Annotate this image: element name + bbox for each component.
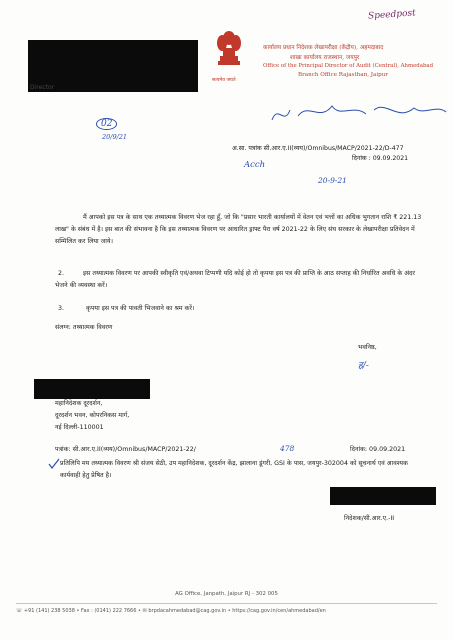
- receipt-number: 02: [96, 118, 117, 130]
- footer-separator: •: [227, 608, 233, 614]
- signature-mark: ह/-: [358, 361, 369, 371]
- footer-email[interactable]: brpdacahmedabad@cag.gov.in: [148, 608, 227, 614]
- footer-contact-row: [16, 608, 441, 614]
- signatory-title: निदेशक/सी.आर.ए.-II: [344, 515, 395, 522]
- sign-off: भवनिष्ठ,: [358, 344, 377, 351]
- org-name-english: Office of the Principal Director of Audit (Central), Ahmedabad: [263, 63, 434, 69]
- handwritten-scribble-icon: [268, 96, 450, 132]
- enclosure: संलग्न: तथ्यात्मक विवरण: [55, 324, 113, 331]
- paragraph-2-number: 2.: [58, 270, 65, 277]
- footer-address: AG Office, Janpath, Jaipur RJ - 302 005: [175, 591, 278, 597]
- tick-mark-icon: [48, 458, 60, 470]
- reference-number: अ.सा. पत्रांक सी.आर.ए.II(व्यय)/Omnibus/MACP/2021-22/D-477: [232, 145, 404, 152]
- org-name-hindi: कार्यालय प्रधान निदेशक लेखापरीक्षा (केंद्रीय), अहमदाबाद: [263, 45, 384, 51]
- branch-name-hindi: शाखा कार्यालय राजस्थान, जयपुर: [290, 55, 360, 61]
- paragraph-1: मैं आपको इस पत्र के साथ एक तथ्यात्मक विवरण भेज रहा हूँ, जो कि "प्रसार भारती कार्यालयों में वेतन एवं भत्तों का अधिक भुगतान राशि ₹ 221.13 लाख" के संबंध में है। इस बात की संभावना है कि इस तथ्यात्मक विवरण पर आधारित ड्राफ्ट पैरा वर्ष 2021-22 के लिए संघ सरकार के लेखापरीक्षा प्रतिवेदन में सम्मिलित कर लिया जाये।: [55, 214, 422, 245]
- addressee-line-3: नई दिल्ली-110001: [55, 424, 104, 431]
- copy-text: प्रतिलिपि मय तथ्यात्मक विवरण श्री संजय सेठी, उप महानिदेशक, दूरदर्शन केंद्र, झालाना डूंगरी, GSI के पास, जयपुर-302004 को सूचनार्थ एवं आवश्यक कार्यवाही हेतु प्रेषित है।: [60, 460, 408, 479]
- copy-reference-handwritten-number: 478: [280, 444, 295, 453]
- footer-divider: [16, 603, 437, 604]
- footer-phone: +91 (141) 238 5038: [23, 608, 75, 614]
- handwritten-acch: Acch: [244, 160, 266, 170]
- paragraph-3: कृपया इस पत्र की पावती भिजवाने का श्रम करें।: [86, 305, 195, 312]
- footer-fax: Fax : (0141) 222 7666: [81, 608, 137, 614]
- redaction-addressee: [34, 379, 150, 399]
- letter-date: दिनांक : 09.09.2021: [352, 155, 409, 162]
- footer-separator: •: [138, 608, 143, 614]
- handwritten-date: 20-9-21: [318, 176, 347, 185]
- branch-name-english: Branch Office Rajasthan, Jaipur: [298, 72, 388, 78]
- addressee-line-2: दूरदर्शन भवन, कोपरनिकस मार्ग,: [55, 412, 130, 419]
- phone-icon: ☏: [16, 608, 23, 614]
- receipt-date: 20/9/21: [102, 133, 128, 141]
- footer-separator: •: [76, 608, 82, 614]
- copy-date: दिनांक: 09.09.2021: [350, 446, 406, 453]
- director-label: Director: [30, 84, 55, 91]
- email-icon: ✉: [142, 608, 147, 614]
- addressee-title: महानिदेशक दूरदर्शन,: [55, 400, 103, 407]
- copy-reference-number: पत्रांक: सी.आर.ए.II(व्यय)/Omnibus/MACP/2021-22/: [55, 446, 196, 453]
- emblem-motto: सत्यमेव जयते: [212, 78, 236, 83]
- footer-web[interactable]: https://cag.gov.in/cen/ahmedabad/en: [232, 608, 326, 614]
- speedpost-note: Speedpost: [367, 8, 417, 22]
- paragraph-3-number: 3.: [58, 305, 65, 312]
- ashoka-emblem-icon: [214, 28, 244, 74]
- redaction-signatory: [330, 487, 436, 505]
- paragraph-2: इस तथ्यात्मक विवरण पर आपकी स्वीकृति एवं/अथवा टिप्पणी यदि कोई हो तो कृपया इस पत्र की प्राप्ति के आठ सप्ताह की निर्धारित अवधि के अंदर भेजने की व्यवस्था करें।: [55, 270, 415, 289]
